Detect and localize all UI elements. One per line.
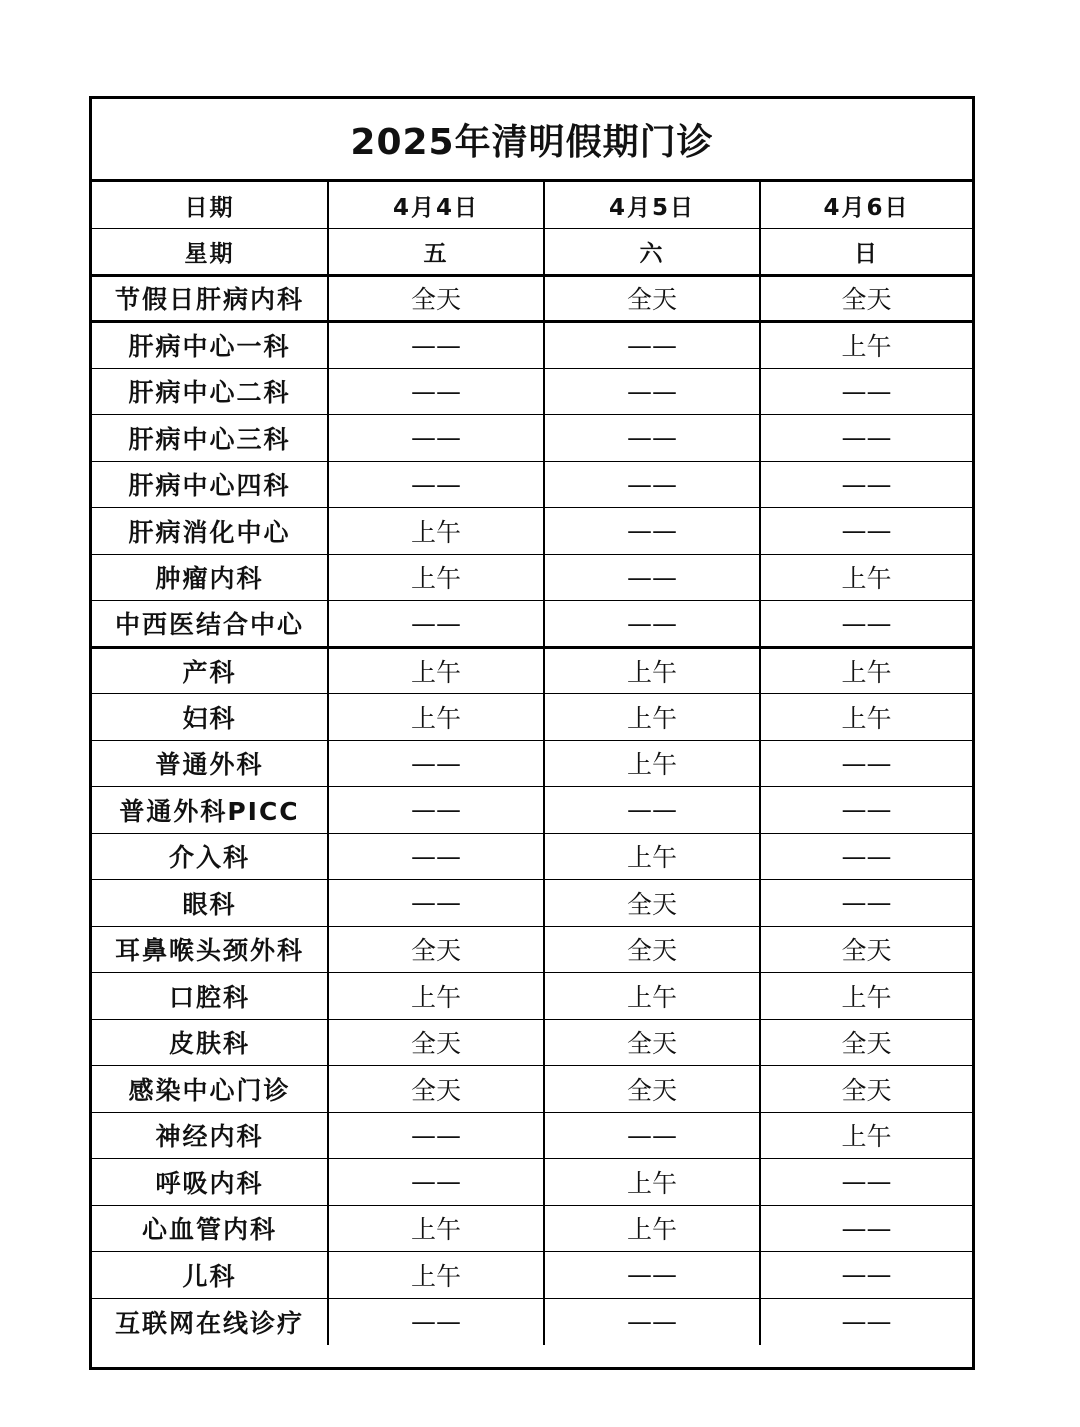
date-label: 日期 <box>92 182 328 229</box>
schedule-cell: 上午 <box>328 694 544 741</box>
schedule-cell: 全天 <box>544 926 760 973</box>
table-row <box>92 461 972 508</box>
schedule-cell: —— <box>760 601 972 648</box>
table-row <box>92 926 972 973</box>
department-name: 产科 <box>92 647 328 694</box>
schedule-cell: 上午 <box>544 740 760 787</box>
schedule-cell: —— <box>328 787 544 834</box>
schedule-cell: —— <box>760 787 972 834</box>
schedule-cell: —— <box>760 461 972 508</box>
department-name: 儿科 <box>92 1252 328 1299</box>
schedule-cell: —— <box>328 601 544 648</box>
schedule-cell: 上午 <box>544 694 760 741</box>
schedule-cell: 上午 <box>328 647 544 694</box>
table-row <box>92 647 972 694</box>
schedule-cell: 上午 <box>544 1159 760 1206</box>
weekday-cell: 五 <box>328 229 544 276</box>
schedule-cell: —— <box>544 368 760 415</box>
schedule-cell: —— <box>328 880 544 927</box>
department-name: 心血管内科 <box>92 1205 328 1252</box>
schedule-cell: 上午 <box>544 973 760 1020</box>
table-row <box>92 1205 972 1252</box>
schedule-cell: —— <box>544 1298 760 1345</box>
department-name: 肝病中心一科 <box>92 322 328 369</box>
schedule-cell: 上午 <box>328 973 544 1020</box>
schedule-cell: 上午 <box>760 694 972 741</box>
schedule-cell: —— <box>328 415 544 462</box>
table-row <box>92 740 972 787</box>
table-row <box>92 508 972 555</box>
schedule-cell: 上午 <box>544 833 760 880</box>
table-row <box>92 1112 972 1159</box>
weekday-label: 星期 <box>92 229 328 276</box>
schedule-cell: 全天 <box>328 1019 544 1066</box>
schedule-cell: —— <box>760 833 972 880</box>
schedule-cell: —— <box>544 554 760 601</box>
schedule-cell: 全天 <box>760 926 972 973</box>
department-name: 妇科 <box>92 694 328 741</box>
schedule-cell: —— <box>328 368 544 415</box>
date-cell: 4月5日 <box>544 182 760 229</box>
date-header-row <box>92 182 972 229</box>
schedule-cell: —— <box>544 601 760 648</box>
department-name: 皮肤科 <box>92 1019 328 1066</box>
schedule-cell: —— <box>760 1205 972 1252</box>
table-title: 2025年清明假期门诊 <box>92 99 972 182</box>
schedule-cell: 上午 <box>328 554 544 601</box>
weekday-cell: 六 <box>544 229 760 276</box>
schedule-cell: —— <box>544 415 760 462</box>
schedule-cell: 上午 <box>544 647 760 694</box>
department-name: 肿瘤内科 <box>92 554 328 601</box>
weekday-header-row <box>92 229 972 276</box>
schedule-cell: 全天 <box>760 275 972 322</box>
department-name: 呼吸内科 <box>92 1159 328 1206</box>
schedule-cell: 上午 <box>544 1205 760 1252</box>
schedule-table <box>89 96 975 1370</box>
department-name: 感染中心门诊 <box>92 1066 328 1113</box>
table-row <box>92 601 972 648</box>
schedule-cell: —— <box>328 1159 544 1206</box>
department-name: 普通外科PICC <box>92 787 328 834</box>
schedule-cell: —— <box>328 740 544 787</box>
schedule-cell: 上午 <box>760 322 972 369</box>
table-row <box>92 554 972 601</box>
schedule-cell: 上午 <box>328 508 544 555</box>
date-cell: 4月4日 <box>328 182 544 229</box>
schedule-cell: —— <box>328 833 544 880</box>
schedule-cell: —— <box>760 740 972 787</box>
schedule-cell: —— <box>544 1112 760 1159</box>
schedule-cell: —— <box>760 415 972 462</box>
schedule-cell: 上午 <box>328 1205 544 1252</box>
schedule-cell: —— <box>328 322 544 369</box>
schedule-cell: 全天 <box>328 926 544 973</box>
department-name: 普通外科 <box>92 740 328 787</box>
schedule-cell: 上午 <box>760 973 972 1020</box>
schedule-cell: 全天 <box>544 1066 760 1113</box>
table-row <box>92 1252 972 1299</box>
schedule-cell: —— <box>544 461 760 508</box>
table-row <box>92 694 972 741</box>
schedule-cell: 上午 <box>760 647 972 694</box>
schedule-cell: —— <box>760 1252 972 1299</box>
schedule-cell: 全天 <box>760 1066 972 1113</box>
schedule-grid <box>92 182 972 1345</box>
schedule-cell: —— <box>328 461 544 508</box>
table-row <box>92 787 972 834</box>
schedule-cell: —— <box>544 508 760 555</box>
schedule-cell: 全天 <box>544 1019 760 1066</box>
schedule-cell: 全天 <box>328 1066 544 1113</box>
schedule-cell: —— <box>328 1298 544 1345</box>
schedule-cell: —— <box>544 1252 760 1299</box>
department-name: 中西医结合中心 <box>92 601 328 648</box>
department-name: 肝病中心二科 <box>92 368 328 415</box>
table-row <box>92 415 972 462</box>
table-row <box>92 1298 972 1345</box>
schedule-cell: 全天 <box>328 275 544 322</box>
table-row <box>92 973 972 1020</box>
schedule-cell: 上午 <box>760 1112 972 1159</box>
schedule-cell: —— <box>760 368 972 415</box>
schedule-cell: 上午 <box>760 554 972 601</box>
department-name: 节假日肝病内科 <box>92 275 328 322</box>
schedule-cell: 全天 <box>760 1019 972 1066</box>
department-name: 肝病中心三科 <box>92 415 328 462</box>
table-row <box>92 880 972 927</box>
schedule-cell: —— <box>841 1307 892 1336</box>
schedule-cell: —— <box>760 508 972 555</box>
department-name: 口腔科 <box>92 973 328 1020</box>
department-name: 肝病消化中心 <box>92 508 328 555</box>
schedule-cell: —— <box>760 880 972 927</box>
table-row <box>92 1159 972 1206</box>
department-name: 介入科 <box>92 833 328 880</box>
table-row <box>92 275 972 322</box>
department-name: 互联网在线诊疗 <box>92 1298 328 1345</box>
schedule-cell: —— <box>760 1159 972 1206</box>
schedule-cell: 全天 <box>544 880 760 927</box>
department-name: 眼科 <box>92 880 328 927</box>
table-row <box>92 322 972 369</box>
weekday-cell: 日 <box>760 229 972 276</box>
schedule-cell: —— <box>544 787 760 834</box>
schedule-cell: —— <box>544 322 760 369</box>
schedule-cell: 上午 <box>328 1252 544 1299</box>
table-row <box>92 1019 972 1066</box>
department-name: 肝病中心四科 <box>92 461 328 508</box>
department-name: 神经内科 <box>92 1112 328 1159</box>
table-row <box>92 833 972 880</box>
date-cell: 4月6日 <box>760 182 972 229</box>
schedule-cell: 全天 <box>544 275 760 322</box>
table-row <box>92 1066 972 1113</box>
department-name: 耳鼻喉头颈外科 <box>92 926 328 973</box>
schedule-cell: —— <box>328 1112 544 1159</box>
table-row <box>92 368 972 415</box>
